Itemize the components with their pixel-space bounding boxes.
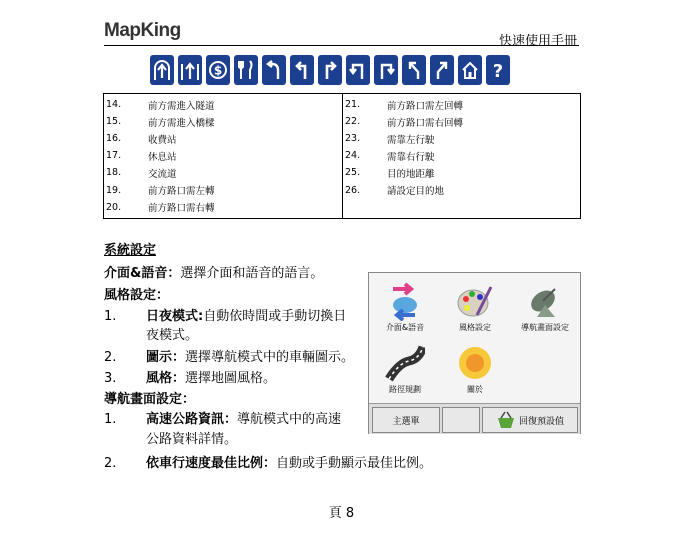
interchange-icon (262, 55, 286, 85)
legend-desc: 前方路口需左轉 (148, 186, 215, 198)
palette-icon (455, 281, 495, 321)
style-item-style (104, 367, 276, 386)
legend-num: 24. (345, 150, 361, 162)
set-destination-icon (486, 55, 510, 85)
legend-desc: 前方路口需右轉 (148, 203, 215, 215)
empty-button[interactable] (442, 407, 480, 433)
legend-row (104, 130, 342, 147)
sun-icon (455, 343, 495, 383)
tunnel-icon (150, 55, 174, 85)
style-item-day-night-cont: 夜模式。 (146, 328, 199, 343)
settings-grid (369, 273, 580, 401)
legend-desc: 前方需進入橋樑 (148, 117, 215, 129)
legend-num: 15. (106, 116, 122, 128)
item-num: 1. (104, 412, 117, 427)
item-label: 依車行速度最佳比例： (146, 456, 277, 471)
language-icon (385, 281, 425, 321)
item-text: 自動或手動顯示最佳比例。 (276, 456, 433, 471)
keep-right-icon (430, 55, 454, 85)
toll-icon (206, 55, 230, 85)
legend-row (343, 147, 580, 164)
style-item-icon (104, 346, 354, 365)
tile-route-planning[interactable] (371, 339, 439, 397)
legend-row (104, 181, 342, 198)
tile-label: 關於 (467, 385, 483, 394)
road-icon (385, 343, 425, 383)
main-menu-button[interactable]: 主選單 (372, 407, 440, 433)
legend-row (104, 147, 342, 164)
legend-row (343, 130, 580, 147)
style-heading: 風格設定： (104, 288, 170, 303)
nav-item-scale (104, 452, 432, 471)
legend-desc: 前方路口需右回轉 (387, 117, 464, 129)
tile-language[interactable] (371, 277, 439, 335)
legend-desc: 前方路口需左回轉 (387, 100, 464, 112)
nav-item-highway (104, 408, 341, 427)
tile-label: 路徑規劃 (389, 385, 421, 394)
satellite-dish-icon (525, 281, 565, 321)
tile-nav-display[interactable] (511, 277, 579, 335)
legend-desc: 交流道 (148, 168, 177, 180)
legend-row (343, 181, 580, 198)
item-text: 自動依時間或手動切換日 (203, 309, 347, 324)
item-label: 圖示： (146, 350, 186, 365)
legend-num: 25. (345, 167, 361, 179)
lang-label: 介面&語音： (104, 266, 181, 281)
item-label: 高速公路資訊： (146, 412, 238, 427)
legend-desc: 休息站 (148, 151, 177, 163)
item-num: 2. (104, 456, 117, 471)
item-text: 選擇地圖風格。 (185, 371, 277, 386)
legend-num: 22. (345, 116, 361, 128)
legend-desc: 請設定目的地 (387, 186, 445, 198)
destination-icon (458, 55, 482, 85)
legend-desc: 收費站 (148, 134, 177, 146)
legend-row (104, 113, 342, 130)
turn-left-icon (290, 55, 314, 85)
icon-legend-table (103, 93, 581, 219)
legend-row (104, 96, 342, 113)
legend-desc: 需靠左行駛 (387, 134, 435, 146)
legend-num: 21. (345, 99, 361, 111)
legend-num: 16. (106, 133, 122, 145)
tile-label: 介面&語音 (385, 323, 425, 332)
style-item-day-night (104, 305, 346, 324)
header-title: 快速使用手冊 (498, 34, 577, 49)
legend-num: 20. (106, 201, 122, 213)
bottom-bar (369, 403, 580, 434)
mapking-logo: MapKing (104, 20, 181, 41)
item-num: 1. (104, 309, 117, 324)
tile-about[interactable] (441, 339, 509, 397)
legend-row (343, 96, 580, 113)
legend-row (104, 164, 342, 181)
nav-item-highway-cont: 公路資料詳情。 (146, 432, 238, 447)
turn-right-icon (318, 55, 342, 85)
section-title: 系統設定 (104, 243, 157, 258)
header-divider (104, 45, 579, 46)
keep-left-icon (402, 55, 426, 85)
legend-desc: 需靠右行駛 (387, 151, 435, 163)
reset-defaults-button[interactable] (482, 407, 578, 433)
legend-left-column (104, 94, 343, 219)
svg-text:$: $ (213, 63, 223, 78)
lang-text: 選擇介面和語音的語言。 (180, 266, 324, 281)
item-num: 3. (104, 371, 117, 386)
rest-area-icon (234, 55, 258, 85)
guidance-icon-strip (150, 55, 510, 87)
settings-screenshot (368, 272, 581, 434)
item-num: 2. (104, 350, 117, 365)
legend-num: 14. (106, 99, 122, 111)
reset-label: 回復預設值 (518, 416, 564, 427)
item-text: 導航模式中的高速 (237, 412, 342, 427)
legend-row (343, 113, 580, 130)
legend-desc: 前方需進入隧道 (148, 100, 215, 112)
item-text: 選擇導航模式中的車輛圖示。 (185, 350, 355, 365)
legend-right-column (343, 94, 581, 219)
bridge-icon (178, 55, 202, 85)
nav-heading: 導航畫面設定： (104, 392, 196, 407)
tile-label: 導航畫面設定 (521, 323, 569, 332)
legend-num: 17. (106, 150, 122, 162)
svg-text:?: ? (492, 61, 504, 82)
item-label: 風格： (146, 371, 186, 386)
legend-num: 23. (345, 133, 361, 145)
legend-num: 18. (106, 167, 122, 179)
legend-desc: 目的地距離 (387, 168, 435, 180)
u-turn-left-icon (346, 55, 370, 85)
u-turn-right-icon (374, 55, 398, 85)
legend-num: 26. (345, 184, 361, 196)
legend-row (104, 199, 342, 216)
page-number: 頁 8 (328, 506, 355, 521)
tile-style[interactable] (441, 277, 509, 335)
basket-icon (496, 411, 516, 429)
tile-label: 風格設定 (459, 323, 491, 332)
legend-row (343, 164, 580, 181)
legend-num: 19. (106, 184, 122, 196)
lang-setting-line (104, 262, 323, 281)
item-label: 日夜模式: (146, 309, 204, 324)
